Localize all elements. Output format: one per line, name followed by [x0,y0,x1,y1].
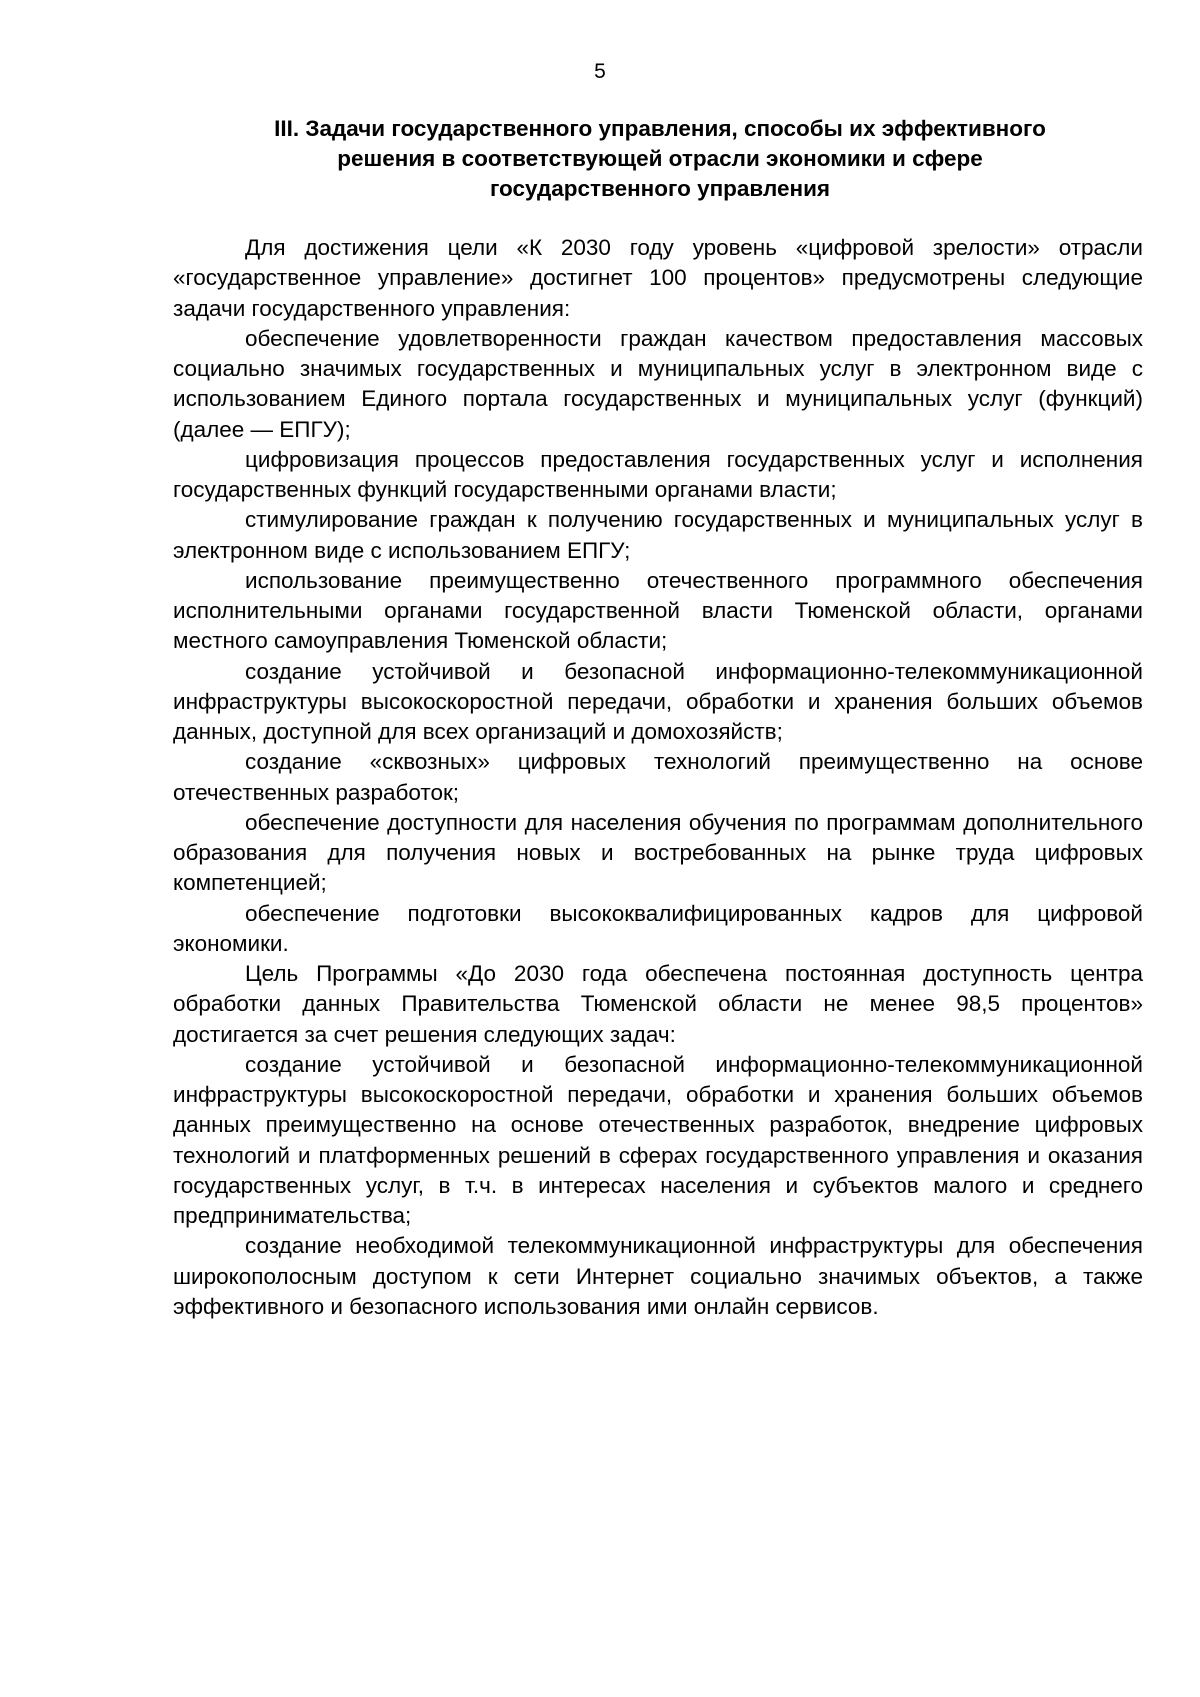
page-number: 5 [594,60,606,83]
paragraph: создание необходимой телекоммуникационной инфраструктуры для обеспечения широкополосным доступом к сети Интернет социально значимых объектов, а также эффективного и безопасного использования ими онлайн сервисов. [173,1233,1143,1319]
paragraph: создание устойчивой и безопасной информационно-телекоммуникационной инфраструктуры высокоскоростной передачи, обработки и хранения больших объемов данных, доступной для всех организаций и домохозяйств; [173,658,1143,744]
paragraph: обеспечение подготовки высококвалифицированных кадров для цифровой экономики. [173,900,1143,956]
paragraph: Цель Программы «До 2030 года обеспечена постоянная доступность центра обработки данных Правительства Тюменской области не менее 98,5 процентов» достигается за счет решения следующих задач: [173,961,1143,1047]
paragraph: обеспечение удовлетворенности граждан качеством предоставления массовых социально значимых государственных и муниципальных услуг в электронном виде с использованием Единого портала государственных и муниципальных услуг (функций) (далее — ЕПГУ); [173,325,1143,442]
paragraph: Для достижения цели «К 2030 году уровень «цифровой зрелости» отрасли «государственное управление» достигнет 100 процентов» предусмотрены следующие задачи государственного управления: [173,235,1143,321]
paragraph: создание устойчивой и безопасной информационно-телекоммуникационной инфраструктуры высокоскоростной передачи, обработки и хранения больших объемов данных преимущественно на основе отечественных разработок, внедрение цифровых технологий и платформенных решений в сферах государственного управления и оказания государственных услуг, в т.ч. в интересах населения и субъектов малого и среднего предпринимательства; [173,1051,1143,1228]
body-text [173,233,1143,1322]
paragraph: цифровизация процессов предоставления государственных услуг и исполнения государственных функций государственными органами власти; [173,446,1143,502]
paragraph: использование преимущественно отечественного программного обеспечения исполнительными органами государственной власти Тюменской области, органами местного самоуправления Тюменской области; [173,567,1143,654]
paragraph: обеспечение доступности для населения обучения по программам дополнительного образования для получения новых и востребованных на рынке труда цифровых компетенцией; [173,809,1143,896]
heading-line: решения в соответствующей отрасли экономики и сфере [337,146,983,171]
paragraph: стимулирование граждан к получению государственных и муниципальных услуг в электронном виде с использованием ЕПГУ; [173,507,1143,563]
paragraph: создание «сквозных» цифровых технологий преимущественно на основе отечественных разработок; [173,749,1143,805]
section-heading [180,114,1140,204]
heading-line: государственного управления [489,176,831,201]
heading-line: III. Задачи государственного управления, способы их эффективного [274,116,1046,141]
